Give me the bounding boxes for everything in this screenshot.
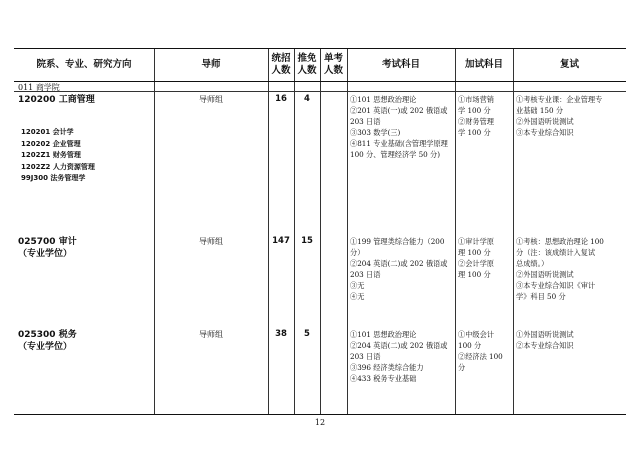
enrollment-table	[14, 48, 626, 415]
exam-subjects: ①101 思想政治理论 ②201 英语(一)或 202 俄语或 203 日语 ③303 数学(三) ④811 专业基础(含管理学原理 100 分、管理经济学 50 分)	[350, 95, 448, 159]
exempt-count: 4	[304, 94, 310, 104]
extra-subjects: ①中级会计 100 分 ②经济法 100 分	[458, 330, 503, 372]
unified-count: 147	[272, 236, 290, 246]
header-tutor: 导师	[201, 59, 221, 70]
header-dept: 院系、专业、研究方向	[36, 59, 132, 70]
major-title: 025700 审计 （专业学位）	[18, 237, 77, 259]
column-divider	[455, 49, 456, 414]
retest-subjects: ①外国语听说测试 ②本专业综合知识	[516, 330, 574, 350]
column-divider	[513, 49, 514, 414]
college-name: 011 商学院	[18, 83, 60, 92]
exempt-count: 5	[304, 329, 310, 339]
major-title: 025300 税务 （专业学位）	[18, 330, 77, 352]
extra-subjects: ①市场营销 学 100 分 ②财务管理 学 100 分	[458, 95, 494, 137]
tutor-cell: 导师组	[199, 237, 223, 246]
header-rule	[14, 81, 626, 82]
tutor-cell: 导师组	[199, 330, 223, 339]
column-divider	[320, 49, 321, 414]
direction-item: 1202Z1 财务管理	[21, 151, 81, 159]
direction-item: 120202 企业管理	[21, 139, 81, 148]
header-retest: 复试	[559, 59, 579, 70]
direction-item: 120201 会计学	[21, 128, 74, 136]
retest-subjects: ①考核：思想政治理论 100 分（注：该成绩计入复试 总成绩。） ②外国语听说测试 ③本专业综合知识《审计 学》科目 50 分	[516, 237, 604, 301]
header-unified: 统招 人数	[271, 53, 291, 76]
college-rule	[14, 91, 626, 92]
exam-subjects: ①199 管理类综合能力（200 分） ②204 英语(二)或 202 俄语或 203 日语 ③无 ④无	[350, 237, 448, 301]
header-exam: 考试科目	[381, 59, 420, 70]
page-number: 12	[314, 418, 326, 427]
exam-subjects: ①101 思想政治理论 ②204 英语(二)或 202 俄语或 203 日语 ③396 经济类综合能力 ④433 税务专业基础	[350, 330, 448, 383]
retest-subjects: ①考核专业课：企业管理专 业基础 150 分 ②外国语听说测试 ③本专业综合知识	[516, 95, 603, 137]
major-title: 120200 工商管理	[18, 95, 95, 105]
extra-subjects: ①审计学原 理 100 分 ②会计学原 理 100 分	[458, 237, 494, 279]
unified-count: 16	[275, 94, 287, 104]
header-extra: 加试科目	[464, 59, 503, 70]
header-exempt: 推免 人数	[297, 53, 317, 76]
unified-count: 38	[275, 329, 287, 339]
direction-item: 99J300 法务管理学	[21, 174, 86, 182]
header-separate: 单考 人数	[323, 53, 343, 76]
exempt-count: 15	[301, 236, 313, 246]
column-divider	[347, 49, 348, 414]
direction-item: 1202Z2 人力资源管理	[21, 162, 95, 171]
tutor-cell: 导师组	[199, 95, 223, 104]
